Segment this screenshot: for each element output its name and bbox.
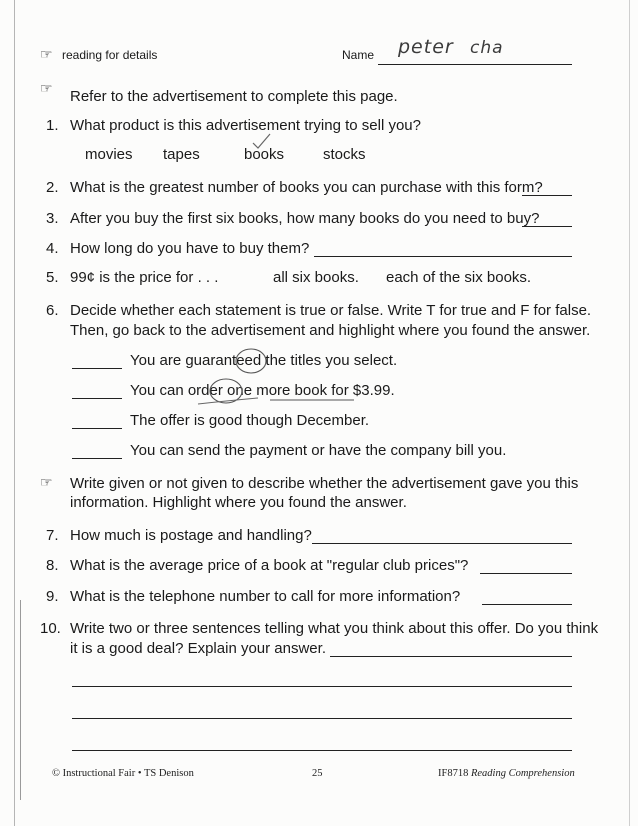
underline-mark-icon	[268, 396, 358, 404]
q5-text: 99¢ is the price for . . .	[70, 269, 219, 286]
q3-text: After you buy the first six books, how many books do you need to buy?	[70, 210, 540, 227]
circle-mark-icon	[196, 374, 260, 408]
q10-answer-line-2[interactable]	[72, 686, 572, 687]
q9-number: 9.	[46, 588, 59, 605]
q8-answer-line[interactable]	[480, 573, 572, 574]
q7-answer-line[interactable]	[312, 543, 572, 544]
q8-number: 8.	[46, 557, 59, 574]
q4-text: How long do you have to buy them?	[70, 240, 310, 257]
q6-statement-1-answer-line[interactable]	[72, 368, 122, 369]
page-edge-right	[629, 0, 630, 826]
q8-text: What is the average price of a book at "regular club prices"?	[70, 557, 469, 574]
q6-line1: Decide whether each statement is true or false. Write T for true and F for false.	[70, 302, 592, 319]
q6-statement-3-answer-line[interactable]	[72, 428, 122, 429]
checkmark-icon	[250, 132, 274, 152]
q10-answer-line-1[interactable]	[330, 656, 572, 657]
q2-text: What is the greatest number of books you can purchase with this form?	[70, 179, 543, 196]
q6-number: 6.	[46, 302, 59, 319]
q1-text: What product is this advertisement trying to sell you?	[70, 117, 421, 134]
q10-answer-line-4[interactable]	[72, 750, 572, 751]
q10-answer-line-3[interactable]	[72, 718, 572, 719]
q10-line2: it is a good deal? Explain your answer.	[70, 640, 326, 657]
q5-option-each[interactable]: each of the six books.	[386, 269, 532, 286]
q6-statement-4-answer-line[interactable]	[72, 458, 122, 459]
pointing-hand-icon: ☞	[40, 80, 53, 96]
pointing-hand-icon: ☞	[40, 474, 53, 490]
q7-text: How much is postage and handling?	[70, 527, 312, 544]
q10-number: 10.	[40, 620, 61, 637]
given-line2: information. Highlight where you found the answer.	[70, 494, 407, 511]
q1-option-stocks[interactable]: stocks	[323, 146, 366, 163]
page-edge-left-inner	[20, 600, 21, 800]
name-line[interactable]	[378, 64, 572, 65]
q1-option-movies[interactable]: movies	[85, 146, 133, 163]
footer-copyright: © Instructional Fair • TS Denison	[52, 768, 194, 779]
given-line1: Write given or not given to describe whether the advertisement gave you this	[70, 475, 579, 492]
footer-page-number: 25	[312, 768, 323, 779]
name-handwritten-first: peter	[398, 36, 454, 58]
q4-number: 4.	[46, 240, 59, 257]
page-edge-left	[14, 0, 15, 826]
q6-line2: Then, go back to the advertisement and highlight where you found the answer.	[70, 322, 591, 339]
q5-option-all[interactable]: all six books.	[273, 269, 359, 286]
q6-statement-2-answer-line[interactable]	[72, 398, 122, 399]
q9-text: What is the telephone number to call for more information?	[70, 588, 461, 605]
q10-line1: Write two or three sentences telling what you think about this offer. Do you think	[70, 620, 599, 637]
q3-number: 3.	[46, 210, 59, 227]
pointing-hand-icon: ☞	[40, 46, 53, 62]
q1-number: 1.	[46, 117, 59, 134]
q4-answer-line[interactable]	[314, 256, 572, 257]
footer-product-title: Reading Comprehension	[470, 768, 575, 779]
q5-number: 5.	[46, 269, 59, 286]
footer-product	[438, 768, 575, 779]
q6-statement-1: You are guaranteed the titles you select.	[130, 352, 398, 369]
instructions-text: Refer to the advertisement to complete this page.	[70, 88, 398, 105]
q2-answer-line[interactable]	[522, 195, 572, 196]
section-label: reading for details	[62, 48, 158, 62]
q6-statement-2: You can order one more book for $3.99.	[130, 382, 395, 399]
footer-product-code: IF8718	[438, 768, 469, 779]
name-handwritten-last: cha	[470, 38, 504, 58]
q6-statement-4: You can send the payment or have the company bill you.	[130, 442, 507, 459]
name-label: Name	[342, 48, 375, 62]
q2-number: 2.	[46, 179, 59, 196]
circle-mark-icon	[233, 346, 269, 376]
q3-answer-line[interactable]	[522, 226, 572, 227]
q9-answer-line[interactable]	[482, 604, 572, 605]
q7-number: 7.	[46, 527, 59, 544]
q1-option-tapes[interactable]: tapes	[163, 146, 200, 163]
q6-statement-3: The offer is good though December.	[130, 412, 370, 429]
q1-option-books[interactable]: books	[244, 146, 285, 163]
